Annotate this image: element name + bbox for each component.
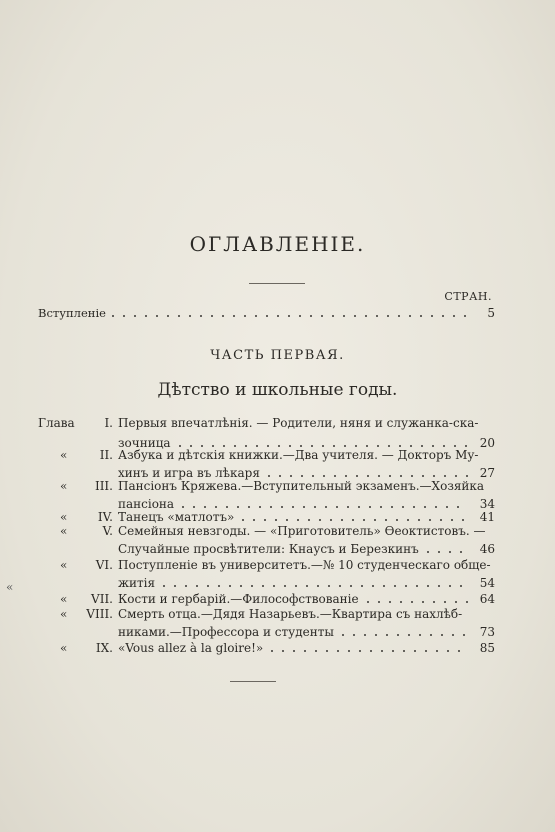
chapter-title-line: Поступленіе въ университетъ.—№ 10 студенческаго обще- bbox=[118, 558, 491, 572]
chapter-page-number: 73 bbox=[479, 625, 495, 639]
dot-leader bbox=[340, 624, 468, 640]
chapter-page-number: 41 bbox=[479, 510, 495, 524]
chapter-title-line: Азбука и дѣтскія книжки.—Два учителя. — Докторъ Му- bbox=[118, 448, 479, 462]
chapter-page-number: 20 bbox=[479, 436, 495, 450]
intro-label: Вступленіе bbox=[38, 306, 106, 320]
chapter-page-number: 64 bbox=[479, 592, 495, 606]
chapter-page-number: 34 bbox=[479, 497, 495, 511]
chapter-prefix: « bbox=[60, 510, 68, 524]
chapter-page-number: 46 bbox=[479, 542, 495, 556]
chapter-prefix: « bbox=[60, 479, 68, 493]
chapter-prefix: « bbox=[60, 592, 68, 606]
chapter-title-line: «Vous allez à la gloire!» bbox=[118, 641, 264, 655]
chapter-title-line: пансіона bbox=[118, 497, 175, 511]
chapter-number: VI. bbox=[95, 558, 113, 572]
intro-page-number: 5 bbox=[487, 306, 495, 320]
chapter-number: V. bbox=[102, 524, 113, 538]
title-underline bbox=[249, 283, 305, 284]
part-subtitle: Дѣтство и школьные годы. bbox=[157, 380, 398, 400]
chapter-title-line: зочница bbox=[118, 436, 171, 450]
chapter-number: I. bbox=[104, 416, 113, 430]
chapter-number: VIII. bbox=[86, 607, 113, 621]
chapter-title-line: Случайные просвѣтители: Кнаусъ и Березкинъ bbox=[118, 542, 419, 556]
margin-mark: « bbox=[6, 580, 14, 594]
chapter-prefix: Глава bbox=[38, 416, 75, 430]
chapter-number: III. bbox=[94, 479, 113, 493]
chapter-prefix: « bbox=[60, 641, 68, 655]
chapter-page-number: 85 bbox=[479, 641, 495, 655]
chapter-number: IX. bbox=[95, 641, 113, 655]
chapter-prefix: « bbox=[60, 607, 68, 621]
chapter-page-number: 54 bbox=[479, 576, 495, 590]
chapter-page-number: 27 bbox=[479, 466, 495, 480]
chapter-prefix: « bbox=[60, 524, 68, 538]
chapter-title-line: Семейныя невзгоды. — «Приготовитель» Ѳеоктистовъ. — bbox=[118, 524, 486, 538]
chapter-number: II. bbox=[99, 448, 113, 462]
chapter-title-line: Первыя впечатлѣнія. — Родители, няня и служанка-ска- bbox=[118, 416, 479, 430]
chapter-title-line: Кости и гербарій.—Философствованіе bbox=[118, 592, 359, 606]
part-heading: ЧАСТЬ ПЕРВАЯ. bbox=[210, 348, 345, 363]
chapter-number: IV. bbox=[97, 510, 113, 524]
chapter-prefix: « bbox=[60, 558, 68, 572]
chapter-title-line: Пансіонъ Кряжева.—Вступительный экзаменъ.—Хозяйка bbox=[118, 479, 485, 493]
page-column-header: СТРАН. bbox=[444, 290, 492, 303]
dot-leader bbox=[269, 640, 468, 656]
chapter-title-line: житія bbox=[118, 576, 156, 590]
dot-leader bbox=[425, 541, 468, 557]
chapter-number: VII. bbox=[91, 592, 113, 606]
chapter-title-line: никами.—Профессора и студенты bbox=[118, 625, 334, 639]
chapter-title-line: Танецъ «матлотъ» bbox=[118, 510, 235, 524]
chapter-title-line: хинъ и игра въ лѣкаря bbox=[118, 466, 260, 480]
dot-leader bbox=[110, 305, 468, 321]
end-rule bbox=[230, 681, 276, 682]
dot-leader bbox=[161, 575, 468, 591]
page-title: ОГЛАВЛЕНІЕ. bbox=[189, 232, 366, 256]
chapter-prefix: « bbox=[60, 448, 68, 462]
dot-leader bbox=[365, 591, 468, 607]
chapter-title-line: Смерть отца.—Дядя Назарьевъ.—Квартира съ нахлѣб- bbox=[118, 607, 463, 621]
